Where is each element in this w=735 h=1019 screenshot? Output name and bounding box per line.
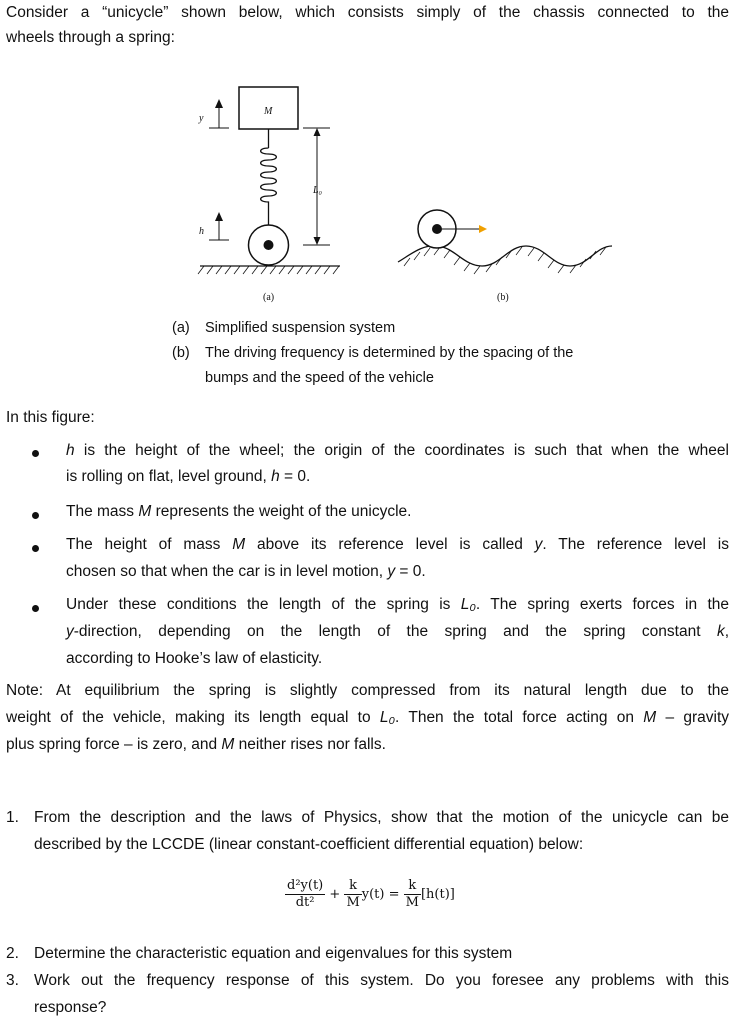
equation-rhs: [h(t)]	[420, 887, 455, 902]
note-line-2: weight of the vehicle, making its length equal to L₀. Then the total force acting on M – gravity	[6, 709, 730, 726]
caption-b-text-2: bumps and the speed of the vehicle	[205, 370, 434, 386]
label-b: (b)	[497, 292, 509, 303]
bumpy-road	[398, 246, 612, 266]
bullet-4-line-1: Under these conditions the length of the spring is L₀. The spring exerts forces in the	[66, 596, 729, 613]
question-1-number: 1.	[6, 809, 19, 826]
equation-frac-3: $\frac{k}{M}$	[405, 878, 419, 910]
intro-line-2: wheels through a spring:	[6, 29, 175, 46]
equation-frac-1: $\frac{\text{d²y(t)}}{\text{dt²}}$	[287, 878, 324, 910]
question-3-number: 3.	[6, 972, 19, 989]
intro-line-1: Consider a “unicycle” shown below, which consists simply of the chassis connected to the	[6, 4, 729, 21]
mass-label: M	[264, 106, 273, 117]
bullet-dot	[32, 545, 39, 552]
caption-a-text: Simplified suspension system	[205, 320, 396, 336]
bullet-dot	[32, 450, 39, 457]
equation-plus: +	[329, 887, 341, 902]
caption-a-marker: (a)	[172, 320, 190, 336]
equation-y-term: y(t) =	[361, 887, 400, 902]
lccde-equation	[285, 878, 455, 911]
note-line-3: plus spring force – is zero, and M neither rises nor falls.	[6, 736, 386, 753]
caption-b-text-1: The driving frequency is determined by the spacing of the	[205, 345, 574, 361]
h-arrow-icon	[215, 212, 223, 221]
h-label: h	[199, 226, 204, 237]
bullet-dot	[32, 512, 39, 519]
question-3-line-1: Work out the frequency response of this system. Do you foresee any problems with this	[34, 972, 729, 989]
caption-b-marker: (b)	[172, 345, 190, 361]
question-3-line-2: response?	[34, 999, 107, 1016]
direction-arrow-icon	[479, 225, 487, 233]
bullet-dot	[32, 605, 39, 612]
question-1-line-1: From the description and the laws of Physics, show that the motion of the unicycle can be	[34, 809, 729, 826]
bullet-4-line-3: according to Hooke’s law of elasticity.	[66, 650, 323, 667]
question-1-line-2: described by the LCCDE (linear constant-coefficient differential equation) below:	[34, 836, 584, 853]
question-2-text: Determine the characteristic equation and eigenvalues for this system	[34, 945, 513, 962]
suspension-figure	[0, 0, 735, 310]
question-2-number: 2.	[6, 945, 19, 962]
lo-label: L₀	[313, 185, 323, 196]
y-arrow-icon	[215, 99, 223, 108]
in-this-figure-heading: In this figure:	[6, 409, 95, 426]
spring	[261, 129, 277, 225]
bullet-1-line-2: is rolling on flat, level ground, h = 0.	[66, 468, 311, 485]
bullet-1-line-1: h is the height of the wheel; the origin of the coordinates is such that when the wheel	[66, 442, 729, 459]
y-label: y	[199, 113, 204, 124]
bullet-3-line-2: chosen so that when the car is in level motion, y = 0.	[66, 563, 426, 580]
note-line-1: Note: At equilibrium the spring is slightly compressed from its natural length due to the	[6, 682, 729, 699]
bullet-2-line-1: The mass M represents the weight of the unicycle.	[66, 503, 412, 520]
label-a: (a)	[263, 292, 275, 303]
bullet-4-line-2: y-direction, depending on the length of the spring and the spring constant k,	[66, 623, 729, 640]
bullet-3-line-1: The height of mass M above its reference level is called y. The reference level is	[66, 536, 730, 553]
equation-frac-2: $\frac{k}{M}$	[346, 878, 360, 910]
